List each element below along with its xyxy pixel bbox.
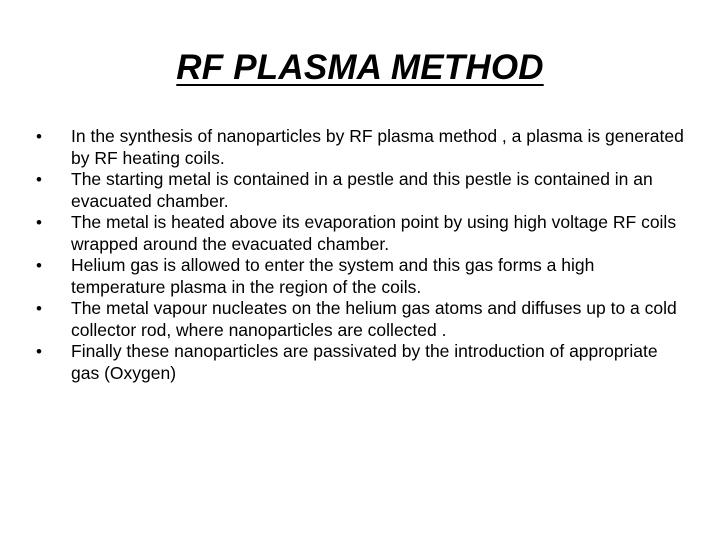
bullet-icon: • [36, 299, 42, 318]
bullet-text: Helium gas is allowed to enter the system and this gas forms a high temperature plasma in the region of the coils. [71, 255, 595, 297]
bullet-icon: • [36, 127, 42, 146]
bullet-item [36, 341, 686, 384]
bullet-item [36, 126, 686, 169]
bullet-text: The starting metal is contained in a pestle and this pestle is contained in an evacuated chamber. [71, 169, 653, 211]
bullet-list [36, 126, 686, 384]
bullet-icon: • [36, 170, 42, 189]
bullet-icon: • [36, 256, 42, 275]
bullet-text: The metal is heated above its evaporation point by using high voltage RF coils wrapped around the evacuated chamber. [71, 212, 677, 254]
slide-title: RF PLASMA METHOD [176, 48, 544, 87]
bullet-item [36, 212, 686, 255]
bullet-text: The metal vapour nucleates on the helium gas atoms and diffuses up to a cold collector rod, where nanoparticles are collected . [71, 298, 677, 340]
bullet-item [36, 169, 686, 212]
bullet-icon: • [36, 213, 42, 232]
bullet-text: Finally these nanoparticles are passivated by the introduction of appropriate gas (Oxygen) [71, 341, 658, 383]
bullet-icon: • [36, 342, 42, 361]
bullet-text: In the synthesis of nanoparticles by RF plasma method , a plasma is generated by RF heating coils. [71, 126, 684, 168]
bullet-item [36, 298, 686, 341]
bullet-item [36, 255, 686, 298]
